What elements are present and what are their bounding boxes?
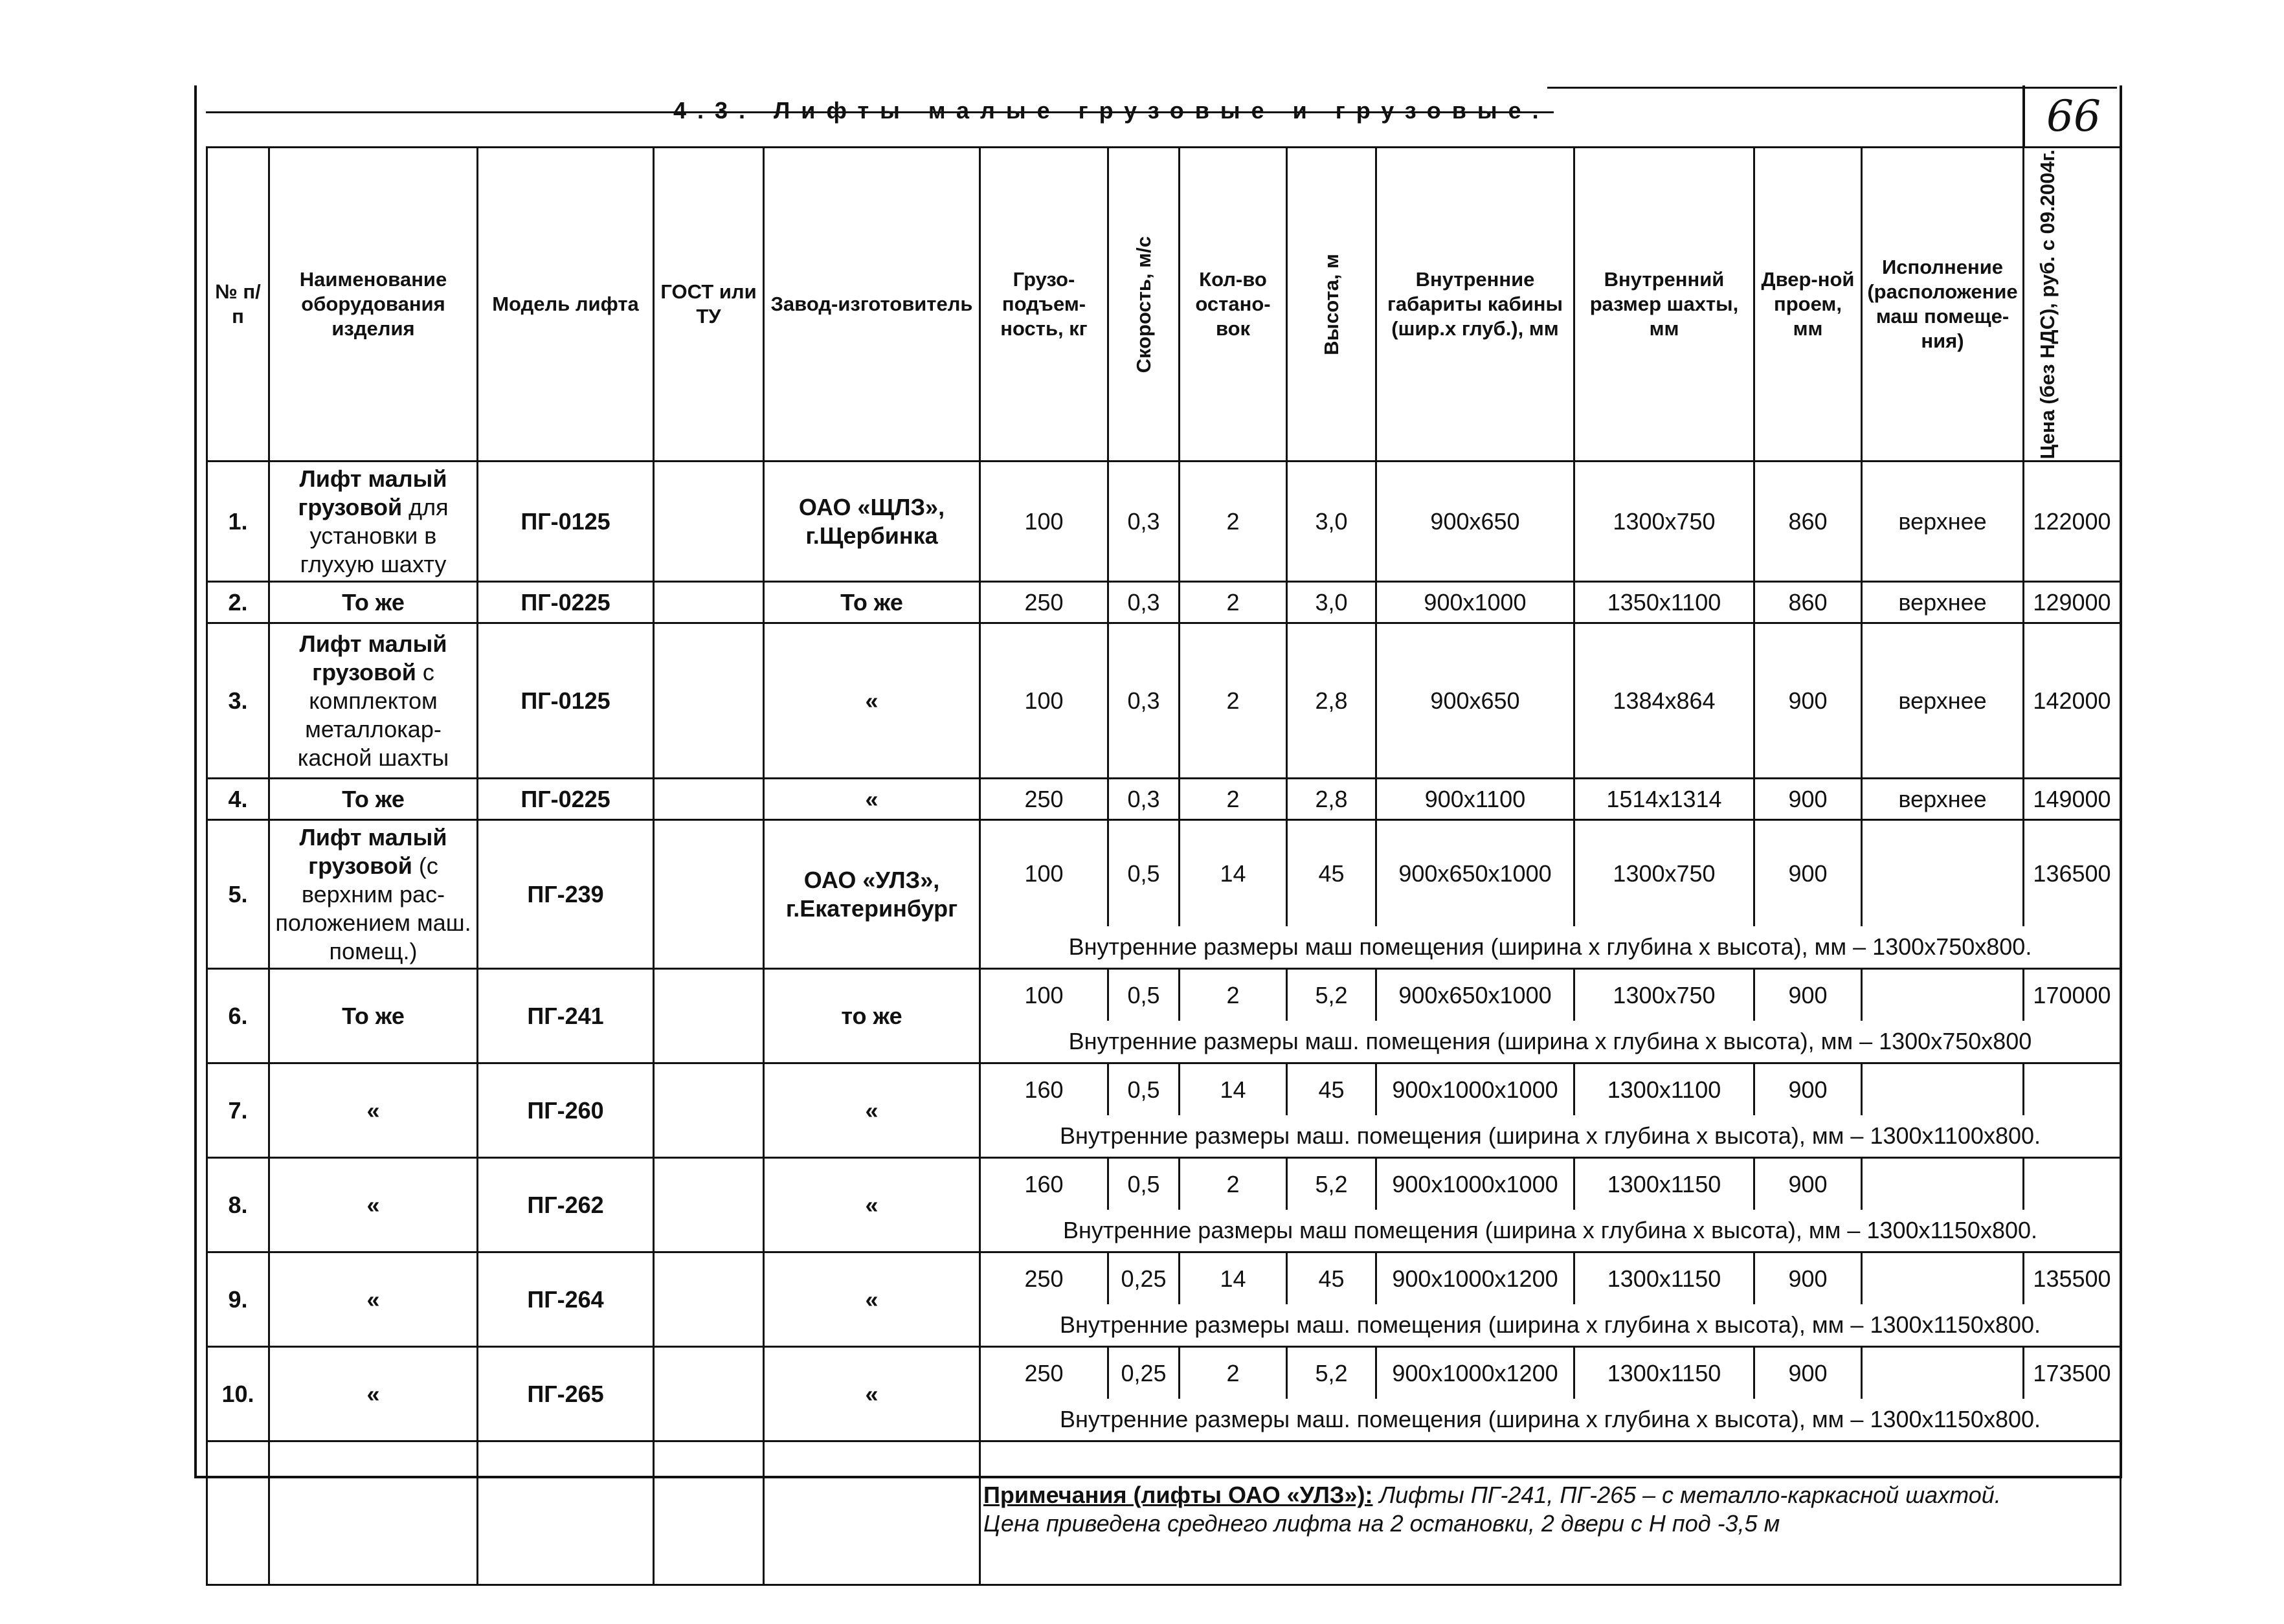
row-load: 100 [980, 969, 1108, 1021]
row-height: 5,2 [1287, 1158, 1376, 1210]
row-cabin: 900x650 [1376, 462, 1574, 582]
row-model: ПГ-0125 [478, 623, 654, 779]
row-name-rest: для установки в глухую шахту [300, 493, 449, 577]
lifts-table [206, 146, 2122, 1586]
row-cabin: 900x1000x1000 [1376, 1158, 1574, 1210]
row-shaft: 1300x750 [1574, 462, 1754, 582]
header-speed [1108, 148, 1180, 462]
table-row [207, 1063, 2121, 1115]
row-stops: 2 [1180, 462, 1287, 582]
row-machine-room-note: Внутренние размеры маш. помещения (ширина х глубина х высота), мм – 1300x1100x800. [980, 1115, 2121, 1158]
header-maker: Завод-изготовитель [764, 148, 980, 462]
row-cabin: 900x1000x1000 [1376, 1063, 1574, 1115]
row-model: ПГ-0225 [478, 779, 654, 820]
row-shaft: 1300x1150 [1574, 1347, 1754, 1399]
row-machine-room-note: Внутренние размеры маш помещения (ширина х глубина х высота), мм – 1300x1150x800. [980, 1210, 2121, 1252]
row-cabin: 900x1000x1200 [1376, 1252, 1574, 1304]
row-gost [654, 1063, 764, 1158]
row-gost [654, 969, 764, 1063]
row-maker: « [764, 1252, 980, 1347]
row-load: 160 [980, 1063, 1108, 1115]
row-num: 5. [207, 820, 269, 969]
row-price: 170000 [2024, 969, 2121, 1021]
row-speed: 0,5 [1108, 969, 1180, 1021]
row-model: ПГ-241 [478, 969, 654, 1063]
notes-row [207, 1441, 2121, 1585]
row-num: 4. [207, 779, 269, 820]
header-exec: Исполнение (расположение маш помеще-ния) [1862, 148, 2024, 462]
row-name-bold: Лифт малый грузовой [299, 630, 447, 685]
row-price: 136500 [2024, 820, 2121, 926]
row-model: ПГ-260 [478, 1063, 654, 1158]
row-stops: 14 [1180, 1063, 1287, 1115]
row-gost [654, 582, 764, 623]
header-height [1287, 148, 1376, 462]
row-num: 1. [207, 462, 269, 582]
row-exec [1862, 1347, 2024, 1399]
row-name-bold: То же [342, 785, 405, 812]
row-speed: 0,25 [1108, 1347, 1180, 1399]
row-stops: 14 [1180, 1252, 1287, 1304]
row-model: ПГ-0125 [478, 462, 654, 582]
header-price [2024, 148, 2121, 462]
header-gost: ГОСТ или ТУ [654, 148, 764, 462]
row-num: 8. [207, 1158, 269, 1252]
row-price: 122000 [2024, 462, 2121, 582]
row-gost [654, 1252, 764, 1347]
row-door: 900 [1754, 820, 1862, 926]
row-num: 2. [207, 582, 269, 623]
row-num: 3. [207, 623, 269, 779]
row-machine-room-note: Внутренние размеры маш помещения (ширина х глубина х высота), мм – 1300x750x800. [980, 926, 2121, 969]
row-stops: 2 [1180, 582, 1287, 623]
row-door: 900 [1754, 969, 1862, 1021]
row-cabin: 900x1000 [1376, 582, 1574, 623]
row-height: 45 [1287, 1063, 1376, 1115]
row-num: 9. [207, 1252, 269, 1347]
row-stops: 2 [1180, 1158, 1287, 1210]
row-maker: « [764, 623, 980, 779]
table-row [207, 1158, 2121, 1210]
row-speed: 0,3 [1108, 582, 1180, 623]
row-name-bold: То же [342, 588, 405, 616]
row-maker: « [764, 779, 980, 820]
header-cabin: Внутренние габариты кабины (шир.х глуб.), мм [1376, 148, 1574, 462]
row-num: 10. [207, 1347, 269, 1441]
row-height: 45 [1287, 1252, 1376, 1304]
table-row [207, 623, 2121, 779]
row-speed: 0,5 [1108, 1158, 1180, 1210]
row-height: 5,2 [1287, 1347, 1376, 1399]
row-name [269, 1063, 478, 1158]
notes-line-2: Цена приведена среднего лифта на 2 остановки, 2 двери с Н под -3,5 м [983, 1510, 1780, 1537]
row-height: 2,8 [1287, 623, 1376, 779]
table-row [207, 1347, 2121, 1399]
row-shaft: 1300x750 [1574, 820, 1754, 926]
row-door: 900 [1754, 1158, 1862, 1210]
header-load: Грузо-подъем-ность, кг [980, 148, 1108, 462]
row-gost [654, 779, 764, 820]
row-maker: То же [764, 582, 980, 623]
notes-cell [980, 1441, 2121, 1585]
row-price: 129000 [2024, 582, 2121, 623]
row-door: 860 [1754, 582, 1862, 623]
notes-empty-cell [654, 1441, 764, 1585]
header-num: № п/п [207, 148, 269, 462]
row-price [2024, 1063, 2121, 1115]
header-name: Наименование оборудования изделия [269, 148, 478, 462]
row-cabin: 900x1100 [1376, 779, 1574, 820]
row-shaft: 1300x1150 [1574, 1158, 1754, 1210]
table-row [207, 582, 2121, 623]
notes-title: Примечания (лифты ОАО «УЛЗ»): [983, 1482, 1373, 1509]
row-name [269, 1347, 478, 1441]
row-exec: верхнее [1862, 462, 2024, 582]
row-name [269, 582, 478, 623]
row-speed: 0,5 [1108, 1063, 1180, 1115]
row-shaft: 1300x1150 [1574, 1252, 1754, 1304]
row-name [269, 779, 478, 820]
row-cabin: 900x650 [1376, 623, 1574, 779]
row-name-rest: с комплектом металлокар-касной шахты [297, 658, 449, 771]
row-speed: 0,3 [1108, 779, 1180, 820]
page-number: 66 [2022, 85, 2122, 148]
table-row [207, 462, 2121, 582]
row-name [269, 462, 478, 582]
row-price [2024, 1158, 2121, 1210]
row-exec: верхнее [1862, 582, 2024, 623]
row-name-bold: « [366, 1096, 380, 1124]
row-num: 7. [207, 1063, 269, 1158]
row-maker: ОАО «УЛЗ», г.Екатеринбург [764, 820, 980, 969]
row-maker: ОАО «ЩЛЗ», г.Щербинка [764, 462, 980, 582]
notes-empty-cell [478, 1441, 654, 1585]
table-row [207, 779, 2121, 820]
row-stops: 14 [1180, 820, 1287, 926]
notes-empty-cell [269, 1441, 478, 1585]
row-speed: 0,3 [1108, 462, 1180, 582]
row-name-rest: (с верхним рас-положением маш. помещ.) [275, 852, 471, 964]
row-name [269, 1158, 478, 1252]
row-speed: 0,25 [1108, 1252, 1180, 1304]
row-model: ПГ-239 [478, 820, 654, 969]
table-header-row [207, 148, 2121, 462]
row-gost [654, 1158, 764, 1252]
row-load: 250 [980, 1347, 1108, 1399]
row-price: 149000 [2024, 779, 2121, 820]
row-machine-room-note: Внутренние размеры маш. помещения (ширина х глубина х высота), мм – 1300x1150x800. [980, 1304, 2121, 1347]
row-machine-room-note: Внутренние размеры маш. помещения (ширина х глубина х высота), мм – 1300x1150x800. [980, 1399, 2121, 1441]
row-height: 3,0 [1287, 582, 1376, 623]
row-stops: 2 [1180, 779, 1287, 820]
row-name [269, 820, 478, 969]
header-stops: Кол-во остано-вок [1180, 148, 1287, 462]
row-maker: то же [764, 969, 980, 1063]
row-shaft: 1300x1100 [1574, 1063, 1754, 1115]
header-speed-label: Скорость, м/с [1132, 236, 1155, 373]
row-price: 135500 [2024, 1252, 2121, 1304]
row-name [269, 969, 478, 1063]
row-load: 160 [980, 1158, 1108, 1210]
row-name-bold: « [366, 1380, 380, 1407]
row-model: ПГ-265 [478, 1347, 654, 1441]
header-shaft: Внутренний размер шахты, мм [1574, 148, 1754, 462]
row-name-bold: « [366, 1191, 380, 1218]
row-exec [1862, 1063, 2024, 1115]
row-model: ПГ-262 [478, 1158, 654, 1252]
row-cabin: 900x650x1000 [1376, 820, 1574, 926]
row-name [269, 1252, 478, 1347]
row-speed: 0,5 [1108, 820, 1180, 926]
row-shaft: 1300x750 [1574, 969, 1754, 1021]
row-num: 6. [207, 969, 269, 1063]
header-door: Двер-ной проем, мм [1754, 148, 1862, 462]
row-load: 100 [980, 462, 1108, 582]
table-row [207, 1252, 2121, 1304]
row-speed: 0,3 [1108, 623, 1180, 779]
row-gost [654, 1347, 764, 1441]
row-load: 250 [980, 1252, 1108, 1304]
row-price: 173500 [2024, 1347, 2121, 1399]
row-door: 900 [1754, 779, 1862, 820]
row-name-bold: Лифт малый грузовой [298, 465, 447, 520]
row-exec [1862, 820, 2024, 926]
row-height: 45 [1287, 820, 1376, 926]
notes-empty-cell [207, 1441, 269, 1585]
row-height: 3,0 [1287, 462, 1376, 582]
row-door: 900 [1754, 1347, 1862, 1399]
row-model: ПГ-264 [478, 1252, 654, 1347]
table-row [207, 969, 2121, 1021]
row-load: 100 [980, 623, 1108, 779]
row-price: 142000 [2024, 623, 2121, 779]
row-gost [654, 820, 764, 969]
row-height: 2,8 [1287, 779, 1376, 820]
row-door: 900 [1754, 1063, 1862, 1115]
row-name-bold: Лифт малый грузовой [299, 823, 447, 879]
row-stops: 2 [1180, 623, 1287, 779]
row-exec [1862, 1252, 2024, 1304]
notes-empty-cell [764, 1441, 980, 1585]
row-exec: верхнее [1862, 779, 2024, 820]
row-machine-room-note: Внутренние размеры маш. помещения (ширина х глубина х высота), мм – 1300x750x800 [980, 1021, 2121, 1063]
row-name-bold: « [366, 1285, 380, 1313]
notes-line-1: Лифты ПГ-241, ПГ-265 – с металло-каркасной шахтой. [1372, 1482, 2001, 1509]
row-exec [1862, 1158, 2024, 1210]
row-maker: « [764, 1158, 980, 1252]
row-gost [654, 462, 764, 582]
row-shaft: 1514x1314 [1574, 779, 1754, 820]
row-maker: « [764, 1347, 980, 1441]
row-model: ПГ-0225 [478, 582, 654, 623]
row-cabin: 900x1000x1200 [1376, 1347, 1574, 1399]
row-stops: 2 [1180, 969, 1287, 1021]
row-gost [654, 623, 764, 779]
row-exec [1862, 969, 2024, 1021]
header-model: Модель лифта [478, 148, 654, 462]
row-exec: верхнее [1862, 623, 2024, 779]
header-price-label: Цена (без НДС), руб. с 09.2004г. [2035, 150, 2059, 460]
header-height-label: Высота, м [1319, 253, 1343, 355]
row-maker: « [764, 1063, 980, 1158]
table-row [207, 820, 2121, 926]
row-height: 5,2 [1287, 969, 1376, 1021]
row-door: 900 [1754, 623, 1862, 779]
row-load: 250 [980, 582, 1108, 623]
row-door: 860 [1754, 462, 1862, 582]
section-title: 4.3. Лифты малые грузовые и грузовые. [673, 97, 1550, 124]
row-shaft: 1350x1100 [1574, 582, 1754, 623]
row-cabin: 900x650x1000 [1376, 969, 1574, 1021]
row-door: 900 [1754, 1252, 1862, 1304]
row-shaft: 1384x864 [1574, 623, 1754, 779]
row-name-bold: То же [342, 1002, 405, 1029]
row-stops: 2 [1180, 1347, 1287, 1399]
row-name [269, 623, 478, 779]
row-load: 100 [980, 820, 1108, 926]
row-load: 250 [980, 779, 1108, 820]
